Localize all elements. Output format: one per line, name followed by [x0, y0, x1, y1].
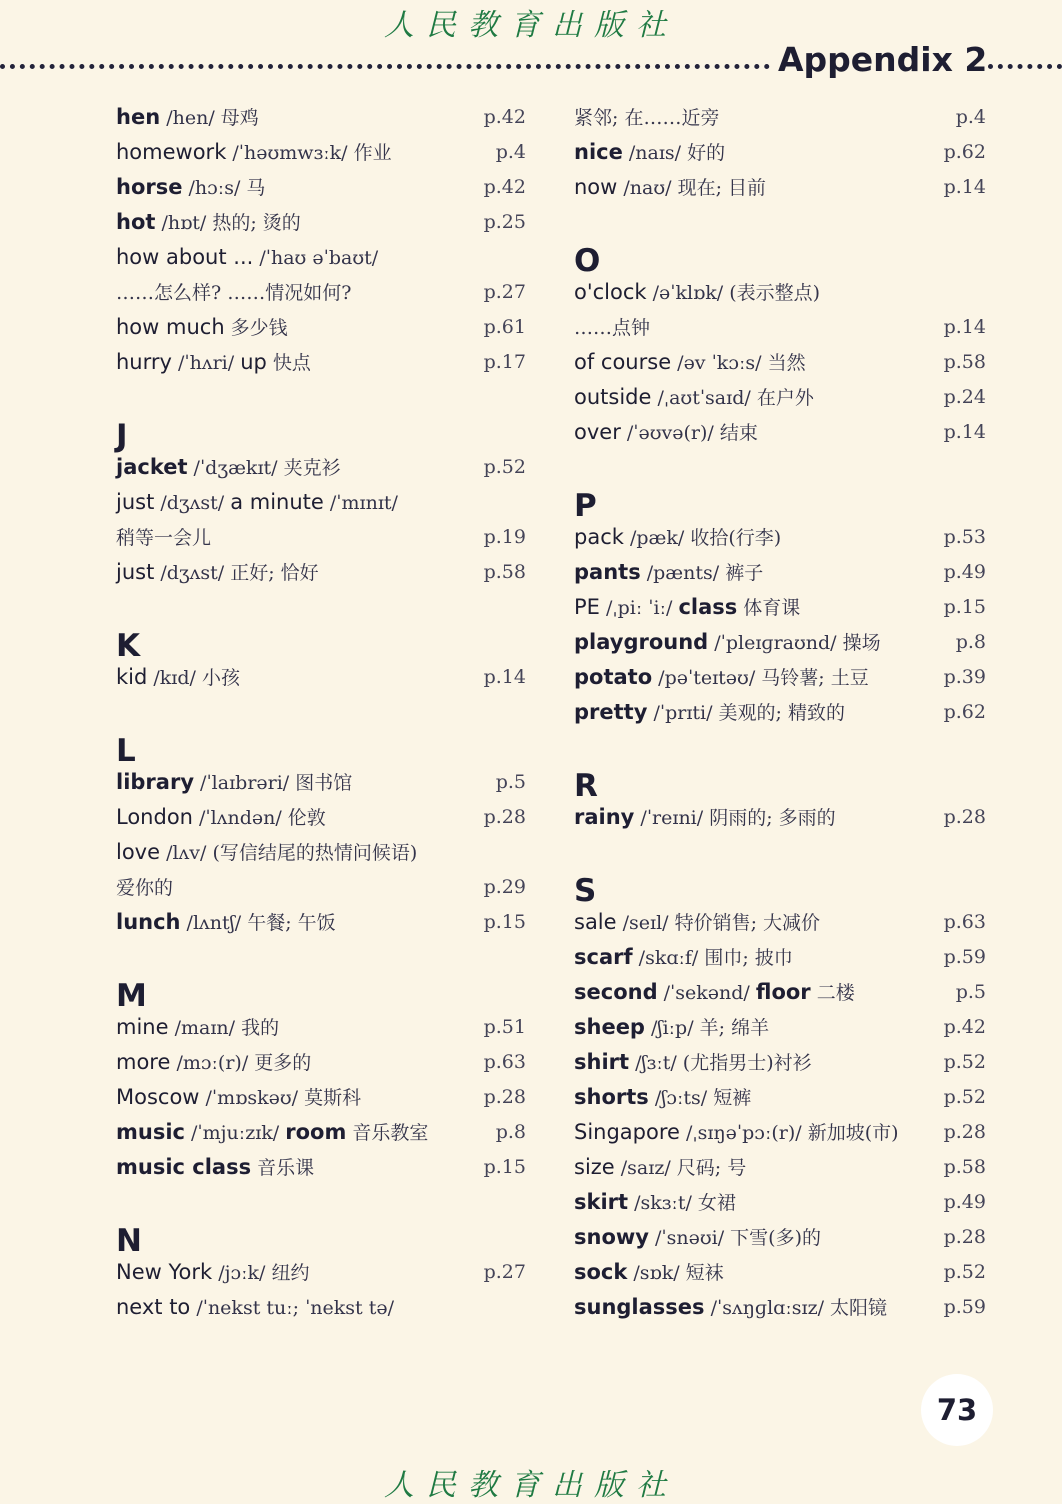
entry-headword: homework	[116, 140, 227, 164]
entry-phonetic: /ˈpleɪɡraʊnd/	[708, 632, 843, 654]
section-spacer	[116, 590, 526, 625]
glossary-entry	[574, 1045, 986, 1080]
entry-phonetic: /hen/	[160, 107, 221, 129]
entry-phonetic: /ˈprɪti/	[647, 702, 719, 724]
entry-meaning: 好的	[687, 142, 726, 164]
entry-phonetic: /ˈmjuːzɪk/	[184, 1122, 286, 1144]
glossary-entry	[116, 275, 526, 310]
entry-headword: second	[574, 980, 658, 1004]
entry-page-ref: p.58	[943, 1156, 986, 1178]
entry-meaning: (尤指男士)衬衫	[682, 1052, 812, 1074]
entry-headword: class	[678, 595, 738, 619]
entry-page-ref: p.52	[943, 1086, 986, 1108]
entry-phonetic: /maɪn/	[168, 1017, 242, 1039]
entry-meaning: 我的	[241, 1017, 280, 1039]
section-letter: L	[116, 733, 136, 769]
entry-phonetic: /ˈreɪni/	[634, 807, 710, 829]
glossary-entry	[574, 275, 986, 310]
glossary-entry	[116, 310, 526, 345]
glossary-entry	[116, 240, 526, 275]
entry-headword: Moscow	[116, 1085, 200, 1109]
entry-meaning: 音乐课	[251, 1157, 315, 1179]
entry-meaning: ……怎么样? ……情况如何?	[116, 282, 352, 304]
entry-page-ref: p.19	[483, 526, 526, 548]
entry-meaning: 体育课	[737, 597, 801, 619]
entry-phonetic: /ˌsɪŋəˈpɔː(r)/	[679, 1122, 808, 1144]
entry-page-ref: p.28	[483, 1086, 526, 1108]
entry-page-ref: p.25	[483, 211, 526, 233]
glossary-entry	[116, 1080, 526, 1115]
entry-meaning: 稍等一会儿	[116, 527, 212, 549]
entry-meaning: ……点钟	[574, 317, 651, 339]
entry-meaning: 夹克衫	[283, 457, 341, 479]
entry-page-ref: p.28	[943, 806, 986, 828]
entry-page-ref: p.58	[943, 351, 986, 373]
glossary-entry	[116, 170, 526, 205]
entry-meaning: 太阳镜	[830, 1297, 888, 1319]
entry-headword: scarf	[574, 945, 633, 969]
entry-headword: more	[116, 1050, 171, 1074]
glossary-entry	[116, 660, 526, 695]
entry-page-ref: p.28	[943, 1121, 986, 1143]
entry-headword: rainy	[574, 805, 635, 829]
entry-meaning: 多少钱	[224, 317, 288, 339]
entry-meaning: 裤子	[725, 562, 764, 584]
entry-meaning: 美观的; 精致的	[718, 702, 845, 724]
entry-phonetic: /pæk/	[623, 527, 691, 549]
glossary-entry	[116, 835, 526, 870]
entry-phonetic: /ˈsʌŋɡlɑːsɪz/	[704, 1297, 831, 1319]
glossary-left-column	[116, 100, 526, 1325]
entry-phonetic: /ˈhʌri/	[171, 352, 241, 374]
entry-meaning: 热的; 烫的	[212, 212, 301, 234]
entry-headword: over	[574, 420, 621, 444]
glossary-entry	[116, 450, 526, 485]
glossary-entry	[574, 975, 986, 1010]
entry-headword: playground	[574, 630, 709, 654]
entry-headword: just	[116, 490, 155, 514]
section-letter: N	[116, 1223, 142, 1259]
entry-meaning: 小孩	[201, 667, 240, 689]
glossary-entry	[116, 100, 526, 135]
glossary-entry	[116, 555, 526, 590]
entry-page-ref: p.14	[943, 421, 986, 443]
entry-page-ref: p.15	[483, 1156, 526, 1178]
glossary-entry	[116, 135, 526, 170]
entry-phonetic: /skɜːt/	[628, 1192, 698, 1214]
entry-headword: jacket	[116, 455, 188, 479]
entry-headword: next to	[116, 1295, 191, 1319]
entry-headword: music class	[116, 1155, 252, 1179]
entry-meaning: 纽约	[271, 1262, 310, 1284]
glossary-entry	[116, 870, 526, 905]
section-spacer	[574, 205, 986, 240]
entry-meaning: 爱你的	[116, 877, 174, 899]
glossary-entry	[574, 695, 986, 730]
entry-phonetic: /ˌaʊtˈsaɪd/	[651, 387, 757, 409]
entry-phonetic: /seɪl/	[616, 912, 675, 934]
entry-meaning: 新加坡(市)	[807, 1122, 899, 1144]
entry-meaning: (表示整点)	[729, 282, 821, 304]
entry-phonetic: /ˈhəʊmwɜːk/	[226, 142, 354, 164]
entry-page-ref: p.8	[955, 631, 986, 653]
entry-page-ref: p.14	[943, 176, 986, 198]
entry-meaning: 午餐; 午饭	[247, 912, 336, 934]
entry-headword: hot	[116, 210, 156, 234]
glossary-entry	[574, 1080, 986, 1115]
entry-meaning: 短袜	[685, 1262, 724, 1284]
entry-phonetic: /skɑːf/	[632, 947, 705, 969]
entry-phonetic: /jɔːk/	[212, 1262, 272, 1284]
entry-page-ref: p.4	[495, 141, 526, 163]
entry-page-ref: p.14	[483, 666, 526, 688]
entry-meaning: 图书馆	[295, 772, 353, 794]
entry-phonetic: /sɒk/	[627, 1262, 686, 1284]
glossary-entry	[574, 800, 986, 835]
header-dotted-rule	[0, 64, 770, 69]
entry-headword: just	[116, 560, 155, 584]
entry-meaning: 收拾(行李)	[690, 527, 782, 549]
glossary-entry	[116, 1010, 526, 1045]
entry-meaning: 特价销售; 大减价	[674, 912, 821, 934]
glossary-entry	[574, 590, 986, 625]
entry-meaning: 音乐教室	[346, 1122, 429, 1144]
entry-headword: music	[116, 1120, 185, 1144]
section-spacer	[574, 835, 986, 870]
section-spacer	[116, 940, 526, 975]
entry-headword: outside	[574, 385, 652, 409]
entry-page-ref: p.28	[943, 1226, 986, 1248]
entry-page-ref: p.27	[483, 1261, 526, 1283]
section-letter: J	[116, 418, 128, 454]
entry-phonetic: /saɪz/	[614, 1157, 677, 1179]
section-spacer	[574, 730, 986, 765]
entry-meaning: 当然	[767, 352, 806, 374]
glossary-entry	[574, 625, 986, 660]
glossary-entry	[574, 135, 986, 170]
glossary-entry	[116, 1115, 526, 1150]
entry-meaning: 在户外	[756, 387, 814, 409]
glossary-entry	[116, 1255, 526, 1290]
glossary-entry	[574, 100, 986, 135]
entry-headword: shirt	[574, 1050, 630, 1074]
entry-headword: how much	[116, 315, 225, 339]
entry-phonetic: /hɔːs/	[182, 177, 247, 199]
glossary-entry	[116, 765, 526, 800]
glossary-entry	[574, 380, 986, 415]
glossary-entry	[116, 520, 526, 555]
entry-phonetic: /naɪs/	[622, 142, 688, 164]
glossary-entry	[116, 800, 526, 835]
glossary-entry	[574, 1185, 986, 1220]
entry-headword: potato	[574, 665, 653, 689]
glossary-entry	[574, 555, 986, 590]
entry-headword: Singapore	[574, 1120, 680, 1144]
entry-meaning: 莫斯科	[304, 1087, 362, 1109]
entry-page-ref: p.63	[943, 911, 986, 933]
entry-phonetic: /əv ˈkɔːs/	[671, 352, 768, 374]
entry-meaning: 马铃薯; 土豆	[761, 667, 869, 689]
entry-headword: size	[574, 1155, 615, 1179]
section-letter: M	[116, 978, 147, 1014]
entry-headword: snowy	[574, 1225, 649, 1249]
entry-page-ref: p.42	[943, 1016, 986, 1038]
entry-headword: New York	[116, 1260, 213, 1284]
entry-headword: sale	[574, 910, 617, 934]
publisher-logo-bottom: 人民教育出版社	[384, 1468, 678, 1503]
entry-page-ref: p.29	[483, 876, 526, 898]
entry-phonetic: /ˈsekənd/	[657, 982, 756, 1004]
entry-page-ref: p.51	[483, 1016, 526, 1038]
publisher-logo-top: 人民教育出版社	[384, 8, 678, 43]
glossary-entry	[574, 1220, 986, 1255]
entry-phonetic: /lʌv/	[160, 842, 213, 864]
entry-headword: pack	[574, 525, 624, 549]
entry-headword: pants	[574, 560, 641, 584]
glossary-entry	[116, 1290, 526, 1325]
entry-headword: skirt	[574, 1190, 629, 1214]
glossary-entry	[116, 1150, 526, 1185]
entry-phonetic: /lʌntʃ/	[180, 912, 248, 934]
section-letter: S	[574, 873, 597, 909]
glossary-entry	[574, 660, 986, 695]
entry-page-ref: p.4	[955, 106, 986, 128]
entry-phonetic: /ʃɔːts/	[648, 1087, 714, 1109]
entry-page-ref: p.52	[943, 1051, 986, 1073]
entry-page-ref: p.52	[943, 1261, 986, 1283]
entry-meaning: 更多的	[254, 1052, 312, 1074]
entry-meaning: 母鸡	[220, 107, 259, 129]
glossary-entry	[574, 310, 986, 345]
header-dotted-rule-right	[988, 64, 1062, 69]
entry-page-ref: p.52	[483, 456, 526, 478]
entry-headword: o'clock	[574, 280, 647, 304]
entry-phonetic: /pænts/	[640, 562, 726, 584]
entry-phonetic: /ˈnekst tuː; ˈnekst tə/	[190, 1297, 395, 1319]
entry-headword: pretty	[574, 700, 648, 724]
entry-page-ref: p.62	[943, 141, 986, 163]
entry-phonetic: /ˈlaɪbrəri/	[194, 772, 296, 794]
section-letter: K	[116, 628, 141, 664]
section-spacer	[574, 450, 986, 485]
glossary-entry	[574, 1150, 986, 1185]
glossary-entry	[574, 1010, 986, 1045]
glossary-entry	[574, 905, 986, 940]
entry-page-ref: p.28	[483, 806, 526, 828]
section-letter: O	[574, 243, 601, 279]
section-letter: P	[574, 488, 597, 524]
entry-headword: lunch	[116, 910, 181, 934]
entry-page-ref: p.53	[943, 526, 986, 548]
entry-meaning: 尺码; 号	[676, 1157, 747, 1179]
entry-phonetic: /ˈdʒækɪt/	[187, 457, 284, 479]
entry-meaning: 操场	[842, 632, 881, 654]
entry-headword: room	[285, 1120, 347, 1144]
entry-phonetic: /naʊ/	[617, 177, 678, 199]
entry-meaning: 女裙	[697, 1192, 736, 1214]
glossary-right-column	[574, 100, 986, 1325]
entry-phonetic: /ˈlʌndən/	[192, 807, 288, 829]
entry-page-ref: p.42	[483, 176, 526, 198]
entry-meaning: 正好; 恰好	[230, 562, 319, 584]
entry-page-ref: p.24	[943, 386, 986, 408]
entry-headword: library	[116, 770, 195, 794]
page-title: Appendix 2	[778, 40, 988, 79]
entry-phonetic: /ˈmɒskəʊ/	[199, 1087, 305, 1109]
entry-headword: horse	[116, 175, 183, 199]
entry-meaning: 下雪(多)的	[730, 1227, 821, 1249]
entry-page-ref: p.49	[943, 561, 986, 583]
entry-headword: shorts	[574, 1085, 649, 1109]
entry-page-ref: p.15	[483, 911, 526, 933]
entry-headword: up	[240, 350, 267, 374]
entry-phonetic: /ˈhaʊ əˈbaʊt/	[253, 247, 379, 269]
entry-page-ref: p.63	[483, 1051, 526, 1073]
entry-headword: sock	[574, 1260, 628, 1284]
glossary-entry	[116, 905, 526, 940]
entry-meaning: 结束	[719, 422, 758, 444]
glossary-entry	[116, 345, 526, 380]
entry-phonetic: /hɒt/	[155, 212, 213, 234]
entry-page-ref: p.14	[943, 316, 986, 338]
entry-phonetic: /dʒʌst/	[154, 562, 231, 584]
entry-phonetic: /ˈmɪnɪt/	[323, 492, 398, 514]
glossary-entry	[574, 1290, 986, 1325]
entry-headword: love	[116, 840, 161, 864]
entry-headword: how about ...	[116, 245, 254, 269]
entry-phonetic: /pəˈteɪtəʊ/	[652, 667, 762, 689]
entry-headword: of course	[574, 350, 672, 374]
section-spacer	[116, 1185, 526, 1220]
glossary-entry	[574, 1115, 986, 1150]
entry-headword: hurry	[116, 350, 172, 374]
glossary-entry	[116, 485, 526, 520]
entry-page-ref: p.15	[943, 596, 986, 618]
entry-headword: sheep	[574, 1015, 645, 1039]
entry-meaning: 快点	[266, 352, 311, 374]
entry-headword: PE	[574, 595, 600, 619]
entry-meaning: 马	[246, 177, 266, 199]
entry-meaning: 围巾; 披巾	[704, 947, 793, 969]
entry-headword: nice	[574, 140, 623, 164]
entry-page-ref: p.17	[483, 351, 526, 373]
entry-phonetic: /ʃɜːt/	[629, 1052, 683, 1074]
glossary-entry	[574, 345, 986, 380]
entry-headword: floor	[755, 980, 811, 1004]
entry-page-ref: p.42	[483, 106, 526, 128]
entry-page-ref: p.8	[495, 1121, 526, 1143]
entry-meaning: 阴雨的; 多雨的	[709, 807, 836, 829]
entry-page-ref: p.49	[943, 1191, 986, 1213]
section-letter: R	[574, 768, 598, 804]
glossary-entry	[116, 1045, 526, 1080]
glossary-entry	[574, 415, 986, 450]
entry-headword: London	[116, 805, 193, 829]
entry-phonetic: /ˈsnəʊi/	[648, 1227, 731, 1249]
entry-page-ref: p.61	[483, 316, 526, 338]
section-spacer	[116, 695, 526, 730]
glossary-entry	[116, 205, 526, 240]
page-number-badge: 73	[921, 1374, 993, 1446]
entry-headword: sunglasses	[574, 1295, 705, 1319]
entry-headword: a minute	[230, 490, 324, 514]
glossary-entry	[574, 940, 986, 975]
entry-meaning: 伦敦	[287, 807, 326, 829]
entry-page-ref: p.58	[483, 561, 526, 583]
entry-headword: kid	[116, 665, 148, 689]
entry-meaning: 羊; 绵羊	[699, 1017, 770, 1039]
entry-page-ref: p.62	[943, 701, 986, 723]
entry-page-ref: p.27	[483, 281, 526, 303]
entry-meaning: 二楼	[810, 982, 855, 1004]
entry-phonetic: /ʃiːp/	[644, 1017, 700, 1039]
section-spacer	[116, 380, 526, 415]
glossary-entry	[574, 520, 986, 555]
entry-phonetic: /əˈklɒk/	[646, 282, 730, 304]
entry-phonetic: /dʒʌst/	[154, 492, 231, 514]
entry-page-ref: p.39	[943, 666, 986, 688]
entry-phonetic: /mɔː(r)/	[170, 1052, 255, 1074]
entry-page-ref: p.5	[495, 771, 526, 793]
entry-page-ref: p.59	[943, 946, 986, 968]
entry-page-ref: p.5	[955, 981, 986, 1003]
entry-headword: mine	[116, 1015, 169, 1039]
entry-meaning: 作业	[353, 142, 392, 164]
entry-headword: now	[574, 175, 618, 199]
glossary-entry	[574, 1255, 986, 1290]
entry-meaning: 紧邻; 在……近旁	[574, 107, 720, 129]
glossary-entry	[574, 170, 986, 205]
entry-meaning: 现在; 目前	[677, 177, 767, 199]
entry-phonetic: /ˌpiː ˈiː/	[599, 597, 679, 619]
entry-meaning: 短裤	[713, 1087, 752, 1109]
entry-headword: hen	[116, 105, 161, 129]
entry-page-ref: p.59	[943, 1296, 986, 1318]
entry-meaning: (写信结尾的热情问候语)	[212, 842, 418, 864]
entry-phonetic: /ˈəʊvə(r)/	[620, 422, 720, 444]
entry-phonetic: /kɪd/	[147, 667, 202, 689]
